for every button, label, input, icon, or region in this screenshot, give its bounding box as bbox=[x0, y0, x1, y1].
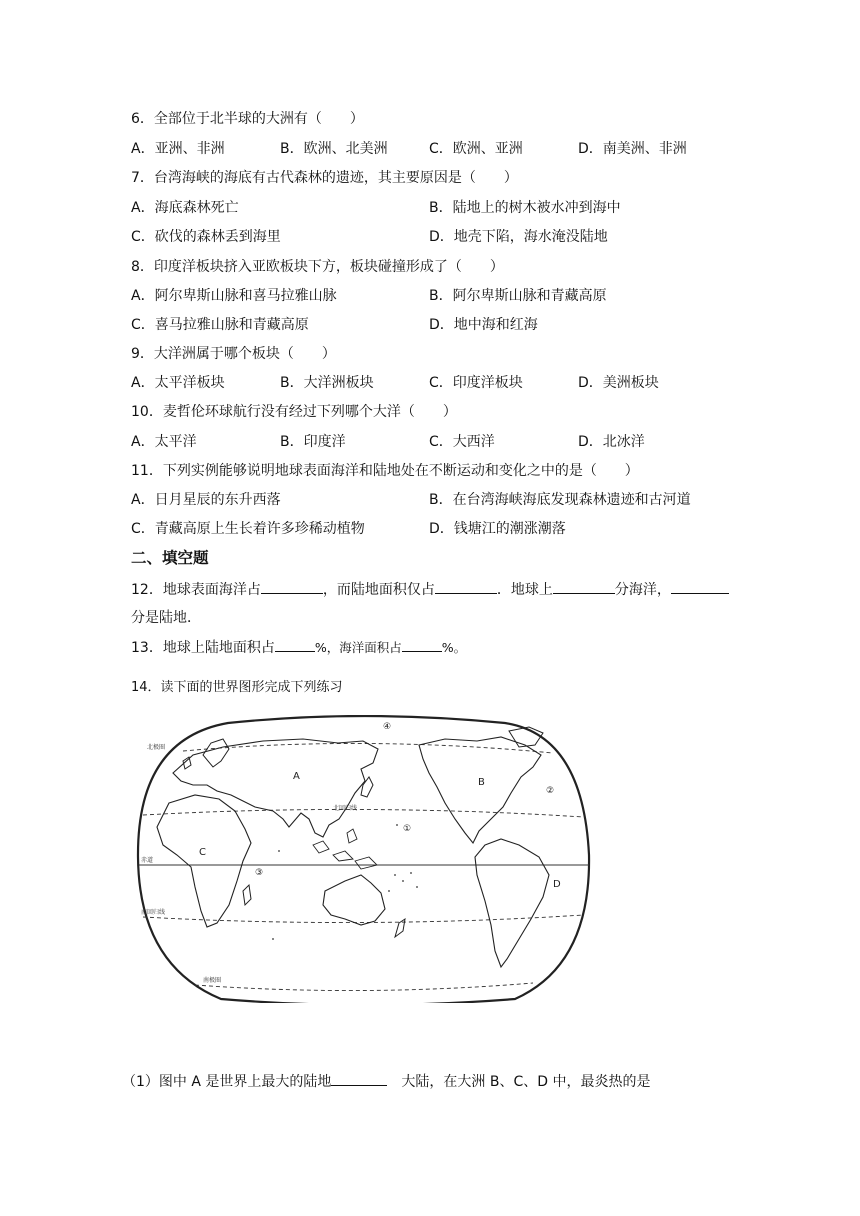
q9-option-d: D．美洲板块 bbox=[578, 375, 659, 391]
map-label-b: B bbox=[478, 777, 485, 788]
australia-outline bbox=[323, 875, 385, 925]
madagascar-outline bbox=[243, 885, 251, 905]
q12-blank-3[interactable] bbox=[553, 580, 615, 594]
q9-option-c: C．印度洋板块 bbox=[429, 375, 523, 391]
southeast-asia-islands bbox=[313, 829, 377, 869]
tropic-of-capricorn-line bbox=[143, 915, 583, 923]
map-circled-2: ② bbox=[546, 786, 555, 796]
question-14-stem: 14．读下面的世界图形完成下列练习 bbox=[131, 680, 343, 695]
tropic-of-cancer-label: 北回归线 bbox=[333, 805, 358, 812]
q12-blank-1[interactable] bbox=[261, 580, 323, 594]
q13-text-2: %，海洋面积占 bbox=[314, 640, 402, 655]
q8-option-d: D．地中海和红海 bbox=[429, 317, 538, 333]
q14-1-blank-1[interactable] bbox=[331, 1072, 387, 1086]
equator-label: 赤道 bbox=[141, 857, 154, 864]
question-6-stem: 6．全部位于北半球的大洲有（ ） bbox=[131, 111, 364, 127]
q9-option-b: B．大洋洲板块 bbox=[280, 375, 374, 391]
map-label-a: A bbox=[293, 771, 300, 782]
map-circled-3: ③ bbox=[255, 868, 264, 878]
map-frame bbox=[138, 716, 589, 1003]
q7-option-c: C．砍伐的森林丢到海里 bbox=[131, 229, 281, 245]
q10-option-d: D．北冰洋 bbox=[578, 434, 645, 450]
tropic-of-cancer-line bbox=[143, 809, 583, 817]
q13-blank-2[interactable] bbox=[402, 638, 442, 652]
q6-option-c: C．欧洲、亚洲 bbox=[429, 141, 523, 157]
q8-option-a: A．阿尔卑斯山脉和喜马拉雅山脉 bbox=[131, 288, 337, 304]
q6-option-a: A．亚洲、非洲 bbox=[131, 141, 225, 157]
world-map bbox=[133, 715, 594, 1003]
map-circled-4: ④ bbox=[383, 722, 392, 732]
question-12-line2: 分是陆地． bbox=[131, 610, 201, 626]
question-9-stem: 9．大洋洲属于哪个板块（ ） bbox=[131, 346, 336, 362]
q6-option-b: B．欧洲、北美洲 bbox=[280, 141, 388, 157]
q10-option-b: B．印度洋 bbox=[280, 434, 346, 450]
q10-option-a: A．太平洋 bbox=[131, 434, 197, 450]
q12-blank-4[interactable] bbox=[671, 580, 729, 594]
question-14-part-1 bbox=[122, 1072, 650, 1091]
q13-text-1: 13．地球上陆地面积占 bbox=[131, 640, 275, 656]
q11-option-d: D．钱塘江的潮涨潮落 bbox=[429, 521, 566, 537]
scandinavia-outline bbox=[203, 739, 229, 767]
q7-option-b: B．陆地上的树木被水冲到海中 bbox=[429, 200, 621, 216]
q7-option-a: A．海底森林死亡 bbox=[131, 200, 239, 216]
q13-text-3: %。 bbox=[441, 640, 467, 655]
q7-option-d: D．地壳下陷，海水淹没陆地 bbox=[429, 229, 608, 245]
q9-option-a: A．太平洋板块 bbox=[131, 375, 225, 391]
japan-outline bbox=[361, 777, 373, 797]
q6-option-d: D．南美洲、非洲 bbox=[578, 141, 687, 157]
question-13 bbox=[131, 638, 466, 657]
section-2-title: 二、填空题 bbox=[131, 549, 209, 567]
question-12-line1 bbox=[131, 580, 729, 599]
question-7-stem: 7．台湾海峡的海底有古代森林的遗迹，其主要原因是（ ） bbox=[131, 170, 518, 186]
q11-option-c: C．青藏高原上生长着许多珍稀动植物 bbox=[131, 521, 365, 537]
antarctic-circle-label: 南极圈 bbox=[203, 977, 222, 984]
map-label-c: C bbox=[199, 847, 206, 858]
q8-option-b: B．阿尔卑斯山脉和青藏高原 bbox=[429, 288, 607, 304]
q12-text-2: ，而陆地面积仅占 bbox=[322, 582, 435, 598]
tropic-of-capricorn-label: 南回归线 bbox=[141, 909, 166, 916]
question-8-stem: 8．印度洋板块挤入亚欧板块下方，板块碰撞形成了（ ） bbox=[131, 259, 504, 275]
q12-text-1: 12．地球表面海洋占 bbox=[131, 582, 261, 598]
q12-text-3: ．地球上 bbox=[496, 582, 553, 598]
q12-blank-2[interactable] bbox=[435, 580, 497, 594]
antarctic-circle-line bbox=[195, 983, 533, 991]
q14-1-text-1: （1）图中 A 是世界上最大的陆地 bbox=[122, 1074, 332, 1090]
map-label-d: D bbox=[553, 879, 561, 890]
arctic-circle-label: 北极圈 bbox=[147, 744, 166, 751]
q12-text-4: 分海洋， bbox=[614, 582, 671, 598]
south-america-outline bbox=[475, 839, 549, 967]
map-circled-1: ① bbox=[403, 824, 412, 834]
greenland-outline bbox=[509, 727, 543, 747]
q11-option-a: A．日月星辰的东升西落 bbox=[131, 492, 281, 508]
north-america-outline bbox=[419, 737, 541, 843]
question-11-stem: 11．下列实例能够说明地球表面海洋和陆地处在不断运动和变化之中的是（ ） bbox=[131, 463, 639, 479]
q8-option-c: C．喜马拉雅山脉和青藏高原 bbox=[131, 317, 309, 333]
q10-option-c: C．大西洋 bbox=[429, 434, 495, 450]
question-10-stem: 10．麦哲伦环球航行没有经过下列哪个大洋（ ） bbox=[131, 404, 457, 420]
q13-blank-1[interactable] bbox=[275, 638, 315, 652]
q11-option-b: B．在台湾海峡海底发现森林遗迹和古河道 bbox=[429, 492, 691, 508]
q14-1-text-2: 大陆，在大洲 B、C、D 中，最炎热的是 bbox=[387, 1074, 651, 1090]
africa-outline bbox=[157, 795, 251, 927]
